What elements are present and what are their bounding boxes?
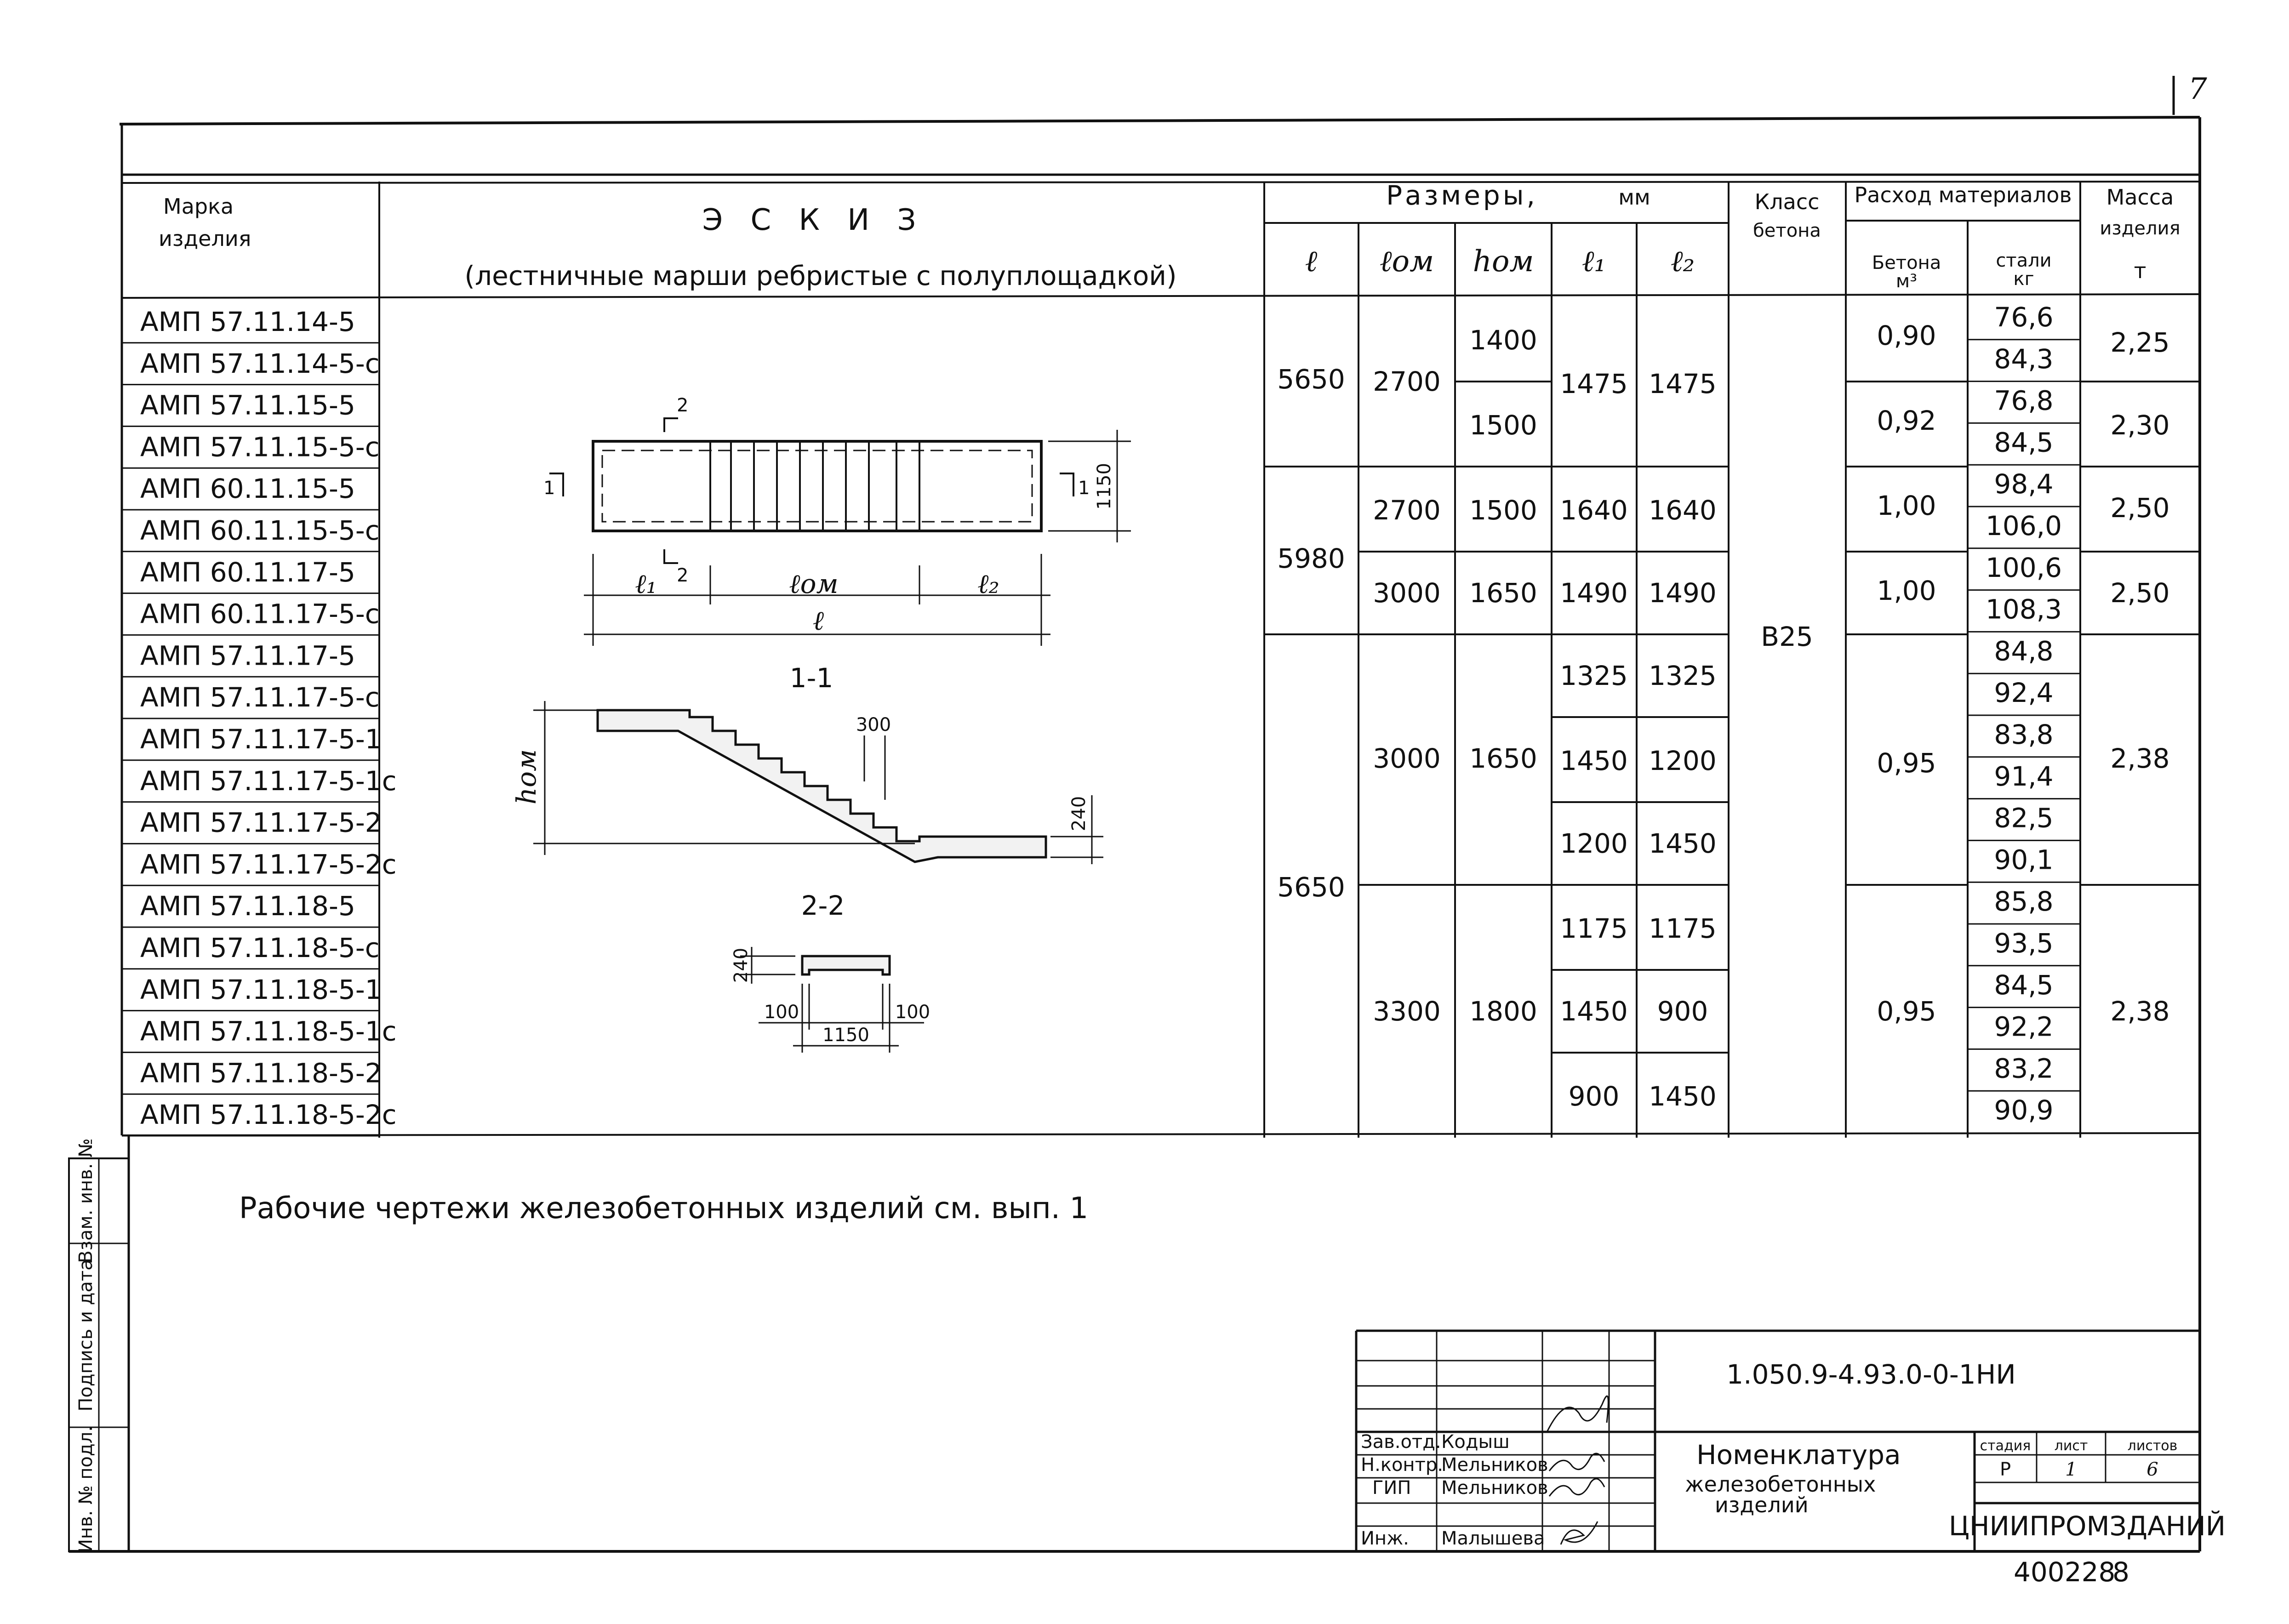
sketch-title: Э С К И З bbox=[702, 203, 925, 237]
steel-cell: 108,3 bbox=[1985, 593, 2062, 625]
mark-cell: АМП 57.11.17-5-2с bbox=[140, 849, 397, 880]
mark-cell: АМП 57.11.18-5-с bbox=[140, 932, 380, 963]
plan-width-dim: 1150 bbox=[1094, 463, 1115, 510]
table-header bbox=[159, 180, 2181, 292]
mark-cell: АМП 57.11.17-5-1 bbox=[140, 724, 382, 755]
page-number: 7 bbox=[2188, 72, 2207, 106]
steel-cell: 82,5 bbox=[1994, 802, 2054, 834]
section-2-title: 2-2 bbox=[801, 890, 845, 921]
val-concrete-vol-4: 1,00 bbox=[1877, 575, 1936, 606]
header-mark-2: изделия bbox=[159, 226, 251, 251]
header-mass-3: т bbox=[2134, 258, 2146, 283]
inventory-sheet: 8 bbox=[2112, 1556, 2129, 1588]
name-2: Мельников bbox=[1441, 1454, 1548, 1476]
sketch-plan-view bbox=[549, 418, 1131, 646]
mark-rows bbox=[122, 306, 397, 1136]
header-concrete-vol-1: Бетона bbox=[1872, 252, 1941, 274]
mark-cell: АМП 57.11.18-5 bbox=[140, 890, 355, 922]
val-l2-5: 1200 bbox=[1649, 745, 1717, 776]
footnote: Рабочие чертежи железобетонных изделий см. вып. 1 bbox=[239, 1191, 1089, 1225]
val-l1-4: 1325 bbox=[1560, 660, 1628, 691]
steel-cell: 106,0 bbox=[1985, 510, 2062, 541]
sketch-section-1 bbox=[533, 701, 1103, 864]
mark-cell: АМП 60.11.17-5-с bbox=[140, 598, 380, 630]
val-l1-6: 1200 bbox=[1560, 828, 1628, 859]
mark-cell: АМП 57.11.18-5-1с bbox=[140, 1015, 397, 1047]
sheet-header: лист bbox=[2054, 1438, 2088, 1454]
stamp-inventory-label: Инв. № подл. bbox=[75, 1426, 97, 1553]
header-steel-1: стали bbox=[1996, 250, 2052, 271]
section-1-step: 300 bbox=[856, 714, 891, 735]
dim-col-l2: ℓ₂ bbox=[1670, 245, 1695, 279]
val-l1-1: 1475 bbox=[1560, 368, 1628, 399]
val-l2-4: 1325 bbox=[1649, 660, 1717, 691]
doc-title-3: изделий bbox=[1715, 1493, 1809, 1517]
val-lom-4: 3000 bbox=[1373, 743, 1441, 774]
val-concrete-vol-2: 0,92 bbox=[1877, 405, 1936, 436]
mark-cell: АМП 57.11.17-5 bbox=[140, 640, 355, 672]
plan-dim-l: ℓ bbox=[812, 605, 824, 636]
val-hom-6: 1800 bbox=[1469, 996, 1537, 1027]
role-1: Зав.отд. bbox=[1361, 1431, 1441, 1453]
val-lom-1: 2700 bbox=[1373, 366, 1441, 397]
header-class-2: бетона bbox=[1753, 220, 1821, 241]
plan-cut1-right: 1 bbox=[1078, 478, 1090, 499]
side-stamp bbox=[69, 1138, 129, 1553]
sketch-section-1-labels bbox=[511, 662, 1090, 831]
name-3: Мельников bbox=[1441, 1477, 1548, 1499]
steel-cell: 90,9 bbox=[1994, 1094, 2054, 1126]
sheets-value: 6 bbox=[2146, 1459, 2158, 1480]
plan-dim-l2: ℓ₂ bbox=[977, 568, 999, 599]
val-hom-2: 1500 bbox=[1469, 410, 1537, 441]
val-hom-4: 1650 bbox=[1469, 577, 1537, 609]
dim-col-lom: ℓом bbox=[1379, 245, 1434, 279]
value-cell-borders bbox=[1264, 382, 2200, 1053]
val-concrete-vol-1: 0,90 bbox=[1877, 320, 1936, 351]
steel-cell: 100,6 bbox=[1985, 552, 2062, 583]
val-concrete-vol-6: 0,95 bbox=[1877, 996, 1936, 1027]
sheet-value: 1 bbox=[2065, 1459, 2077, 1480]
val-concrete-vol-3: 1,00 bbox=[1877, 490, 1936, 521]
plan-cut1-left: 1 bbox=[543, 478, 555, 499]
name-1: Кодыш bbox=[1441, 1431, 1510, 1453]
mark-cell: АМП 57.11.17-5-с bbox=[140, 682, 380, 713]
val-hom-3: 1500 bbox=[1469, 495, 1537, 526]
val-l1-3: 1490 bbox=[1560, 577, 1628, 609]
header-mark-1: Марка bbox=[163, 194, 234, 219]
steel-cell: 83,8 bbox=[1994, 719, 2054, 750]
val-l-1: 5650 bbox=[1277, 364, 1345, 395]
plan-cut2-top: 2 bbox=[677, 395, 689, 416]
val-concrete-class: В25 bbox=[1761, 621, 1813, 652]
role-2: Н.контр. bbox=[1361, 1454, 1443, 1476]
mark-cell: АМП 57.11.15-5-с bbox=[140, 431, 380, 463]
header-steel-2: кг bbox=[2013, 268, 2034, 290]
steel-cell: 92,2 bbox=[1994, 1011, 2054, 1043]
val-mass-6: 2,38 bbox=[2110, 996, 2170, 1027]
mark-cell: АМП 57.11.14-5 bbox=[140, 306, 355, 337]
dim-col-hom: hом bbox=[1473, 245, 1534, 279]
val-hom-5: 1650 bbox=[1469, 743, 1537, 774]
plan-dim-lom: ℓом bbox=[789, 568, 839, 599]
section-1-title: 1-1 bbox=[789, 662, 833, 694]
steel-cell: 98,4 bbox=[1994, 468, 2054, 500]
steel-rows bbox=[1968, 302, 2080, 1126]
header-class-1: Класс bbox=[1754, 189, 1820, 214]
val-l1-7: 1175 bbox=[1560, 913, 1628, 944]
title-block-text bbox=[1361, 1359, 2226, 1588]
doc-title-2: железобетонных bbox=[1685, 1472, 1876, 1497]
header-concrete-vol-2: м³ bbox=[1895, 271, 1918, 292]
mark-cell: АМП 60.11.15-5 bbox=[140, 473, 355, 505]
section-2-left: 100 bbox=[764, 1002, 799, 1023]
name-5: Малышева bbox=[1441, 1528, 1545, 1549]
sketch-plan-labels bbox=[543, 395, 1115, 636]
dimensions-title: Размеры, bbox=[1386, 180, 1538, 211]
mark-cell: АМП 57.11.15-5 bbox=[140, 389, 355, 421]
role-3: ГИП bbox=[1372, 1477, 1411, 1499]
val-mass-3: 2,50 bbox=[2110, 492, 2170, 524]
steel-cell: 90,1 bbox=[1994, 844, 2054, 876]
mark-cell: АМП 57.11.17-5-2 bbox=[140, 807, 382, 838]
val-mass-2: 2,30 bbox=[2110, 410, 2170, 441]
val-l1-8: 1450 bbox=[1560, 996, 1628, 1027]
steel-cell: 83,2 bbox=[1994, 1053, 2054, 1084]
steel-cell: 84,3 bbox=[1994, 343, 2054, 375]
dim-col-l1: ℓ₁ bbox=[1581, 245, 1606, 279]
val-hom-1: 1400 bbox=[1469, 325, 1537, 356]
steel-cell: 92,4 bbox=[1994, 677, 2054, 709]
steel-cell: 93,5 bbox=[1994, 928, 2054, 959]
plan-dim-l1: ℓ₁ bbox=[635, 568, 657, 599]
inventory-number: 400228 bbox=[2014, 1556, 2116, 1588]
val-l-2: 5980 bbox=[1277, 543, 1345, 574]
val-mass-1: 2,25 bbox=[2110, 327, 2170, 358]
dim-col-l: ℓ bbox=[1305, 245, 1318, 279]
val-concrete-vol-5: 0,95 bbox=[1877, 747, 1936, 779]
stage-value: Р bbox=[1999, 1459, 2011, 1480]
val-lom-2: 2700 bbox=[1373, 495, 1441, 526]
steel-cell: 84,5 bbox=[1994, 969, 2054, 1001]
val-lom-3: 3000 bbox=[1373, 577, 1441, 609]
section-1-hom: hом bbox=[511, 749, 542, 805]
steel-cell: 84,8 bbox=[1994, 635, 2054, 667]
section-2-width: 1150 bbox=[822, 1025, 869, 1046]
dimensions-unit: мм bbox=[1618, 185, 1650, 210]
steel-cell: 91,4 bbox=[1994, 760, 2054, 792]
val-l1-9: 900 bbox=[1568, 1081, 1620, 1112]
val-l2-8: 900 bbox=[1657, 996, 1708, 1027]
mark-cell: АМП 60.11.15-5-с bbox=[140, 515, 380, 546]
stamp-signature-label: Подпись и дата bbox=[75, 1259, 97, 1412]
stamp-replace-label: Взам. инв. № bbox=[75, 1138, 97, 1263]
mark-cell: АМП 57.11.17-5-1с bbox=[140, 765, 397, 797]
section-2-thickness: 240 bbox=[731, 947, 752, 983]
val-l2-6: 1450 bbox=[1649, 828, 1717, 859]
sketch-subtitle: (лестничные марши ребристые с полуплощадкой) bbox=[464, 260, 1177, 291]
mark-cell: АМП 57.11.18-5-2с bbox=[140, 1099, 397, 1131]
val-lom-5: 3300 bbox=[1373, 996, 1441, 1027]
val-l2-2: 1640 bbox=[1649, 495, 1717, 526]
val-mass-4: 2,50 bbox=[2110, 577, 2170, 609]
header-mass-1: Масса bbox=[2106, 185, 2174, 210]
document-code: 1.050.9-4.93.0-0-1НИ bbox=[1726, 1359, 2016, 1390]
val-l1-2: 1640 bbox=[1560, 495, 1628, 526]
val-mass-5: 2,38 bbox=[2110, 743, 2170, 774]
val-l-3: 5650 bbox=[1277, 872, 1345, 903]
val-l2-3: 1490 bbox=[1649, 577, 1717, 609]
steel-cell: 84,5 bbox=[1994, 427, 2054, 458]
organization: ЦНИИПРОМЗДАНИЙ bbox=[1948, 1510, 2226, 1542]
stage-header: стадия bbox=[1980, 1438, 2031, 1454]
section-2-right: 100 bbox=[895, 1002, 930, 1023]
val-l2-9: 1450 bbox=[1649, 1081, 1717, 1112]
steel-cell: 76,6 bbox=[1994, 302, 2054, 333]
materials-title: Расход материалов bbox=[1854, 182, 2072, 207]
header-mass-2: изделия bbox=[2100, 218, 2181, 239]
val-l2-7: 1175 bbox=[1649, 913, 1717, 944]
section-1-thickness: 240 bbox=[1068, 796, 1090, 832]
doc-title-1: Номенклатура bbox=[1696, 1439, 1901, 1470]
mark-cell: АМП 60.11.17-5 bbox=[140, 556, 355, 588]
role-5: Инж. bbox=[1361, 1528, 1409, 1549]
mark-cell: АМП 57.11.18-5-2 bbox=[140, 1057, 382, 1089]
sheets-header: листов bbox=[2127, 1438, 2178, 1454]
mark-cell: АМП 57.11.18-5-1 bbox=[140, 974, 382, 1005]
mark-cell: АМП 57.11.14-5-с bbox=[140, 348, 380, 379]
val-l1-5: 1450 bbox=[1560, 745, 1628, 776]
plan-cut2-bottom: 2 bbox=[677, 565, 689, 586]
steel-cell: 76,8 bbox=[1994, 385, 2054, 416]
val-l2-1: 1475 bbox=[1649, 368, 1717, 399]
steel-cell: 85,8 bbox=[1994, 886, 2054, 917]
